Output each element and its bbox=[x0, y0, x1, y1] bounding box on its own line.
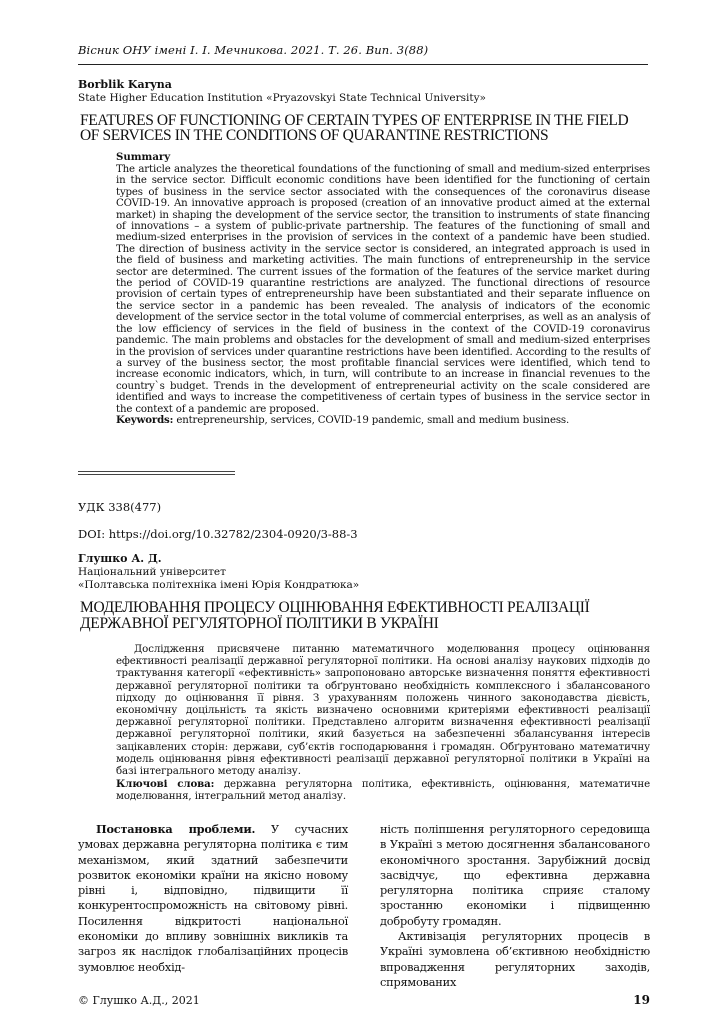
affiliation-line-2: «Полтавська політехніка імені Юрія Кондратюка» bbox=[78, 579, 360, 591]
ukrainian-abstract bbox=[116, 644, 650, 804]
english-summary bbox=[116, 164, 650, 426]
affiliation-line-1: Національний університет bbox=[78, 566, 226, 578]
english-keywords: entrepreneurship, services, COVID-19 pandemic, small and medium business. bbox=[173, 414, 570, 426]
udc-code: УДК 338(477) bbox=[78, 500, 162, 514]
column-left-text: У сучасних умовах державна регуляторна політика є тим механізмом, який здатний забезпечити розвиток економіки країни на якісно новому рівні і, відповідно, підвищити її конкурентоспроможність на світовому рівні. Посилення відкритості національної економіки до впливу зовнішніх викликів та загроз як наслідок глобалізаційних процесів зумовлює необхід- bbox=[78, 823, 348, 974]
ukrainian-author: Глушко А. Д. bbox=[78, 552, 162, 565]
summary-text: The article analyzes the theoretical foundations of the functioning of small and medium-sized enterprises in the service sector. Difficult economic conditions have been identified for the functioning of certain types of business in the service sector associated with the consequences of the coronavirus disease COVID-19. An innovative approach is proposed (creation of an innovative product aimed at the external market) in shaping the development of the service sector, the transition to instruments of state financing of innovations – a system of public-private partnership. The features of the functioning of small and medium-sized enterprises in the provision of services in the context of a pandemic have been studied. The direction of business activity in the service sector is considered, an integrated approach is used in the field of business and marketing activities. The main functions of entrepreneurship in the service sector are determined. The current issues of the formation of the features of the service market during the period of COVID-19 quarantine restrictions are analyzed. The functional directions of resource provision of certain types of entrepreneurship have been substantiated and their separate influence on the service sector in a pandemic has been revealed. The analysis of indicators of the economic development of the service sector in the total volume of commercial enterprises, as well as an analysis of the low efficiency of services in the field of business in the context of the COVID-19 coronavirus pandemic. The main problems and obstacles for the development of small and medium-sized enterprises in the provision of services under quarantine restrictions have been identified. According to the results of a survey of the business sector, the most profitable financial services were identified, which tend to increase economic indicators, which, in turn, will contribute to an increase in financial revenues to the country`s budget. Trends in the development of entrepreneurial activity on the scale considered are identified and ways to increase the competitiveness of certain types of business in the service sector in the context of a pandemic are proposed. bbox=[116, 164, 650, 415]
english-author: Borblik Karyna bbox=[78, 78, 172, 91]
body-column-left bbox=[78, 822, 348, 975]
ukrainian-affiliation bbox=[78, 566, 359, 592]
english-affiliation: State Higher Education Institution «Pryazovskyi State Technical University» bbox=[78, 92, 486, 104]
section-divider-top bbox=[78, 471, 235, 472]
ukrainian-keywords-label: Ключові слова: bbox=[116, 778, 215, 791]
english-title: FEATURES OF FUNCTIONING OF CERTAIN TYPES OF ENTERPRISE IN THE FIELD OF SERVICES IN THE CONDITIONS OF QUARANTINE RESTRICTIONS bbox=[80, 112, 629, 144]
english-keywords-label: Keywords: bbox=[116, 413, 174, 426]
page-number: 19 bbox=[633, 993, 650, 1007]
doi-link[interactable]: DOI: https://doi.org/10.32782/2304-0920/3-88-3 bbox=[78, 527, 358, 541]
summary-heading: Summary bbox=[116, 151, 171, 163]
copyright: © Глушко А.Д., 2021 bbox=[78, 994, 200, 1007]
column-right-paragraph-1: ність поліпшення регуляторного середовища в Україні з метою досягнення збалансованого економічного зростання. Зарубіжний досвід засвідчує, що ефективна державна регуляторна політика сприяє сталому зростанню економіки і підвищенню добробуту громадян. bbox=[380, 823, 650, 928]
problem-statement-label: Постановка проблеми. bbox=[96, 822, 256, 836]
header-divider bbox=[78, 64, 648, 65]
section-divider-bottom bbox=[78, 474, 235, 475]
body-column-right bbox=[380, 822, 650, 990]
ukrainian-abstract-text: Дослідження присвячене питанню математичного моделювання процесу оцінювання ефективності реалізації державної регуляторної політики. На основі аналізу наукових підходів до трактування категорії «ефективність» запропоновано авторське визначення поняття ефективності державної регуляторної політики та обґрунтовано необхідність комплексного і збалансованого підходу до оцінювання її рівня. З урахуванням положень чинного законодавства дієвість, економічну доцільність та якість визначено основними критеріями ефективності реалізації державної регуляторної політики. Представлено алгоритм визначення ефективності реалізації державної регуляторної політики, який базується на забезпеченні збалансування інтересів зацікавлених сторін: держави, суб’єктів господарювання і громадян. Обґрунтовано математичну модель оцінювання рівня ефективності реалізації державної регуляторної політики в Україні на базі інтегрального методу аналізу. bbox=[116, 644, 650, 778]
column-right-paragraph-2: Активізація регуляторних процесів в Україні зумовлена об’єктивною необхідністю впровадження регуляторних заходів, спрямованих bbox=[380, 930, 650, 989]
ukrainian-title: МОДЕЛЮВАННЯ ПРОЦЕСУ ОЦІНЮВАННЯ ЕФЕКТИВНОСТІ РЕАЛІЗАЦІЇ ДЕРЖАВНОЇ РЕГУЛЯТОРНОЇ ПОЛІТИКИ В УКРАЇНІ bbox=[80, 599, 590, 632]
ukrainian-keywords: державна регуляторна політика, ефективність, оцінювання, математичне моделювання, інтегральний метод аналізу. bbox=[116, 779, 650, 803]
running-header: Вісник ОНУ імені І. І. Мечникова. 2021. Т. 26. Вип. 3(88) bbox=[78, 43, 429, 57]
